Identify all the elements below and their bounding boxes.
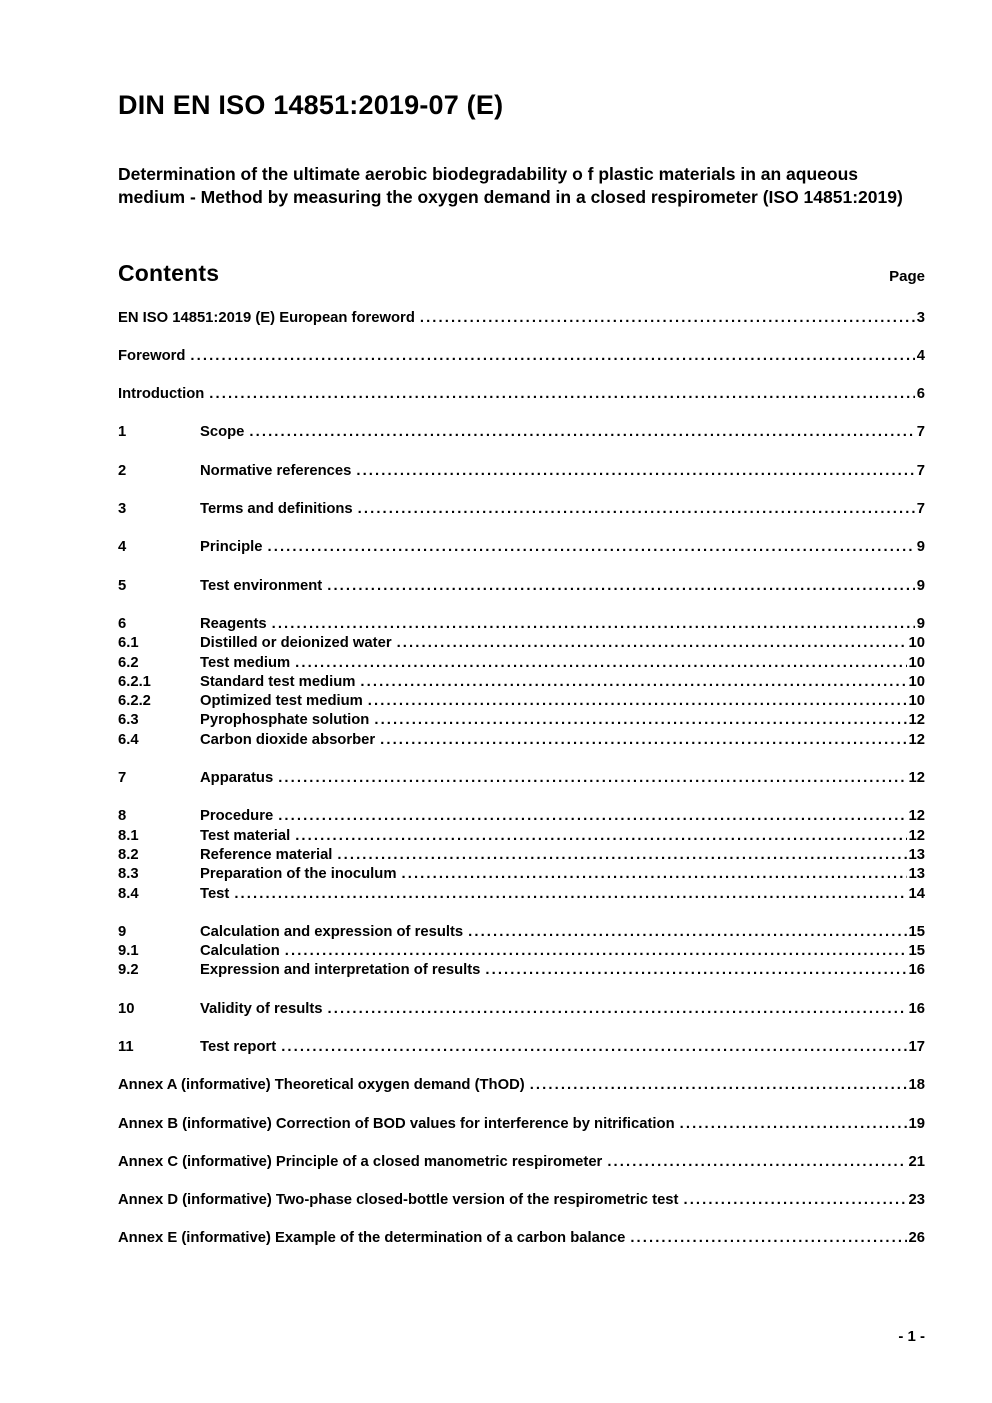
toc-entry-page: 10 [908, 635, 925, 652]
footer-page-number: - 1 - [898, 1328, 925, 1345]
toc-entry [118, 885, 925, 904]
toc-entry-label: Apparatus [200, 770, 274, 787]
dot-leader [281, 1038, 906, 1057]
toc-entry [118, 731, 925, 750]
toc-entry-page: 15 [908, 923, 925, 940]
toc-entry-label: Validity of results [200, 1000, 323, 1017]
dot-leader [356, 462, 914, 481]
toc-entry-label: Annex D (informative) Two-phase closed-bottle version of the respirometric test [118, 1192, 679, 1209]
toc-entry-label: Annex E (informative) Example of the determination of a carbon balance [118, 1230, 626, 1247]
toc-entry [118, 1000, 925, 1019]
toc-entry [118, 846, 925, 865]
toc-entry-label: Calculation [200, 943, 280, 960]
toc-entry-page: 12 [908, 770, 925, 787]
toc-entry-label: Test report [200, 1039, 277, 1055]
toc-entry-page: 16 [908, 1000, 925, 1017]
toc-entry-label: Test medium [200, 654, 291, 671]
toc-entry [118, 1115, 925, 1134]
dot-leader [374, 711, 906, 730]
dot-leader [380, 731, 906, 750]
toc-entry-label: Reference material [200, 846, 333, 863]
toc-entry-page: 12 [908, 712, 925, 729]
toc-entry [118, 634, 925, 653]
toc-entry [118, 1229, 925, 1248]
toc-entry-page: 4 [916, 347, 925, 364]
toc-entry-page: 3 [916, 309, 925, 326]
toc-entry-page: 10 [908, 693, 925, 710]
toc-entry-label: Preparation of the inoculum [200, 866, 397, 883]
toc-entry [118, 961, 925, 980]
dot-leader [327, 577, 915, 596]
toc-entry-page: 19 [908, 1115, 925, 1132]
toc-entry [118, 462, 925, 481]
toc-entry [118, 769, 925, 788]
toc-entry-number: 3 [118, 501, 127, 518]
toc-entry-label: Normative references [200, 462, 352, 479]
toc-entry-label: Reagents [200, 615, 267, 632]
toc-entry-label: Calculation and expression of results [200, 923, 464, 940]
dot-leader [268, 538, 915, 557]
toc-entry [118, 615, 925, 634]
contents-header [118, 260, 925, 287]
toc-entry-number: 8 [118, 808, 127, 825]
toc-entry-page: 10 [908, 654, 925, 671]
document-title: DIN EN ISO 14851:2019-07 (E) [118, 90, 504, 120]
toc-entry [118, 673, 925, 692]
toc-entry [118, 923, 925, 942]
dot-leader [285, 942, 907, 961]
toc-entry-page: 23 [908, 1192, 925, 1209]
toc-entry-page: 14 [908, 885, 925, 902]
toc-entry-number: 8.2 [118, 846, 139, 863]
toc-entry-number: 7 [118, 770, 127, 787]
toc-entry [118, 1191, 925, 1210]
dot-leader [358, 500, 915, 519]
toc-entry-number: 6.2.1 [118, 673, 151, 690]
toc-entry [118, 538, 925, 557]
dot-leader [607, 1153, 906, 1172]
toc-entry-page: 9 [916, 577, 925, 594]
dot-leader [468, 923, 906, 942]
toc-entry-label: Pyrophosphate solution [200, 712, 370, 729]
toc-entry-page: 7 [916, 501, 925, 518]
toc-entry-page: 16 [908, 962, 925, 979]
toc-entry-label: Distilled or deionized water [200, 635, 392, 652]
toc-entry-number: 6.2.2 [118, 693, 151, 710]
toc-entry-number: 8.1 [118, 827, 139, 844]
toc-entry-page: 12 [908, 731, 925, 748]
toc-entry [118, 347, 925, 366]
dot-leader [485, 961, 906, 980]
toc-entry-page: 7 [916, 424, 925, 441]
toc-entry-label: Standard test medium [200, 673, 356, 690]
dot-leader [295, 827, 906, 846]
toc-entry-page: 7 [916, 462, 925, 479]
dot-leader [368, 692, 907, 711]
dot-leader [683, 1191, 906, 1210]
toc-entry [118, 309, 925, 328]
toc-entry-number: 9.2 [118, 962, 139, 979]
toc-entry-number: 9 [118, 923, 127, 940]
toc-entry-number: 10 [118, 1000, 135, 1017]
toc-entry-label: Optimized test medium [200, 693, 363, 710]
dot-leader [278, 769, 906, 788]
toc-entry-page: 18 [908, 1077, 925, 1094]
toc-entry [118, 500, 925, 519]
toc-entry-page: 26 [908, 1230, 925, 1247]
dot-leader [420, 309, 915, 328]
dot-leader [209, 385, 914, 404]
toc-entry-page: 12 [908, 827, 925, 844]
contents-heading: Contents [118, 259, 220, 286]
toc-entry [118, 807, 925, 826]
toc-entry-number: 9.1 [118, 943, 139, 960]
toc-entry-number: 6.1 [118, 635, 139, 652]
toc-entry-number: 8.4 [118, 885, 139, 902]
dot-leader [397, 634, 907, 653]
toc-entry-number: 6.4 [118, 731, 139, 748]
toc-entry-label: Annex C (informative) Principle of a closed manometric respirometer [118, 1153, 603, 1170]
dot-leader [295, 654, 906, 673]
toc-entry [118, 577, 925, 596]
toc-entry-number: 11 [118, 1039, 134, 1055]
toc-entry-number: 6 [118, 615, 127, 632]
dot-leader [630, 1229, 906, 1248]
toc-entry-label: Expression and interpretation of results [200, 962, 481, 979]
toc-entry-page: 13 [908, 846, 925, 863]
toc-entry-number: 2 [118, 462, 127, 479]
toc-entry [118, 692, 925, 711]
table-of-contents [118, 309, 925, 1249]
dot-leader [249, 423, 914, 442]
document-subtitle: Determination of the ultimate aerobic biodegradability o f plastic materials in an aqueous medium - Method by measuring the oxygen demand in a closed respirometer (ISO 14851:2019) [118, 164, 903, 208]
dot-leader [278, 807, 906, 826]
toc-entry [118, 1076, 925, 1095]
toc-entry [118, 654, 925, 673]
toc-entry-label: Test [200, 885, 230, 902]
toc-entry-page: 15 [908, 943, 925, 960]
toc-entry-label: Principle [200, 539, 263, 556]
toc-entry [118, 865, 925, 884]
toc-entry-number: 6.3 [118, 712, 139, 729]
toc-entry [118, 385, 925, 404]
toc-entry-label: Terms and definitions [200, 501, 353, 518]
toc-entry-label: Annex A (informative) Theoretical oxygen demand (ThOD) [118, 1077, 525, 1094]
toc-entry-page: 9 [916, 539, 925, 556]
toc-entry-page: 9 [916, 615, 925, 632]
toc-entry-number: 1 [118, 424, 127, 441]
dot-leader [360, 673, 906, 692]
toc-entry-label: Scope [200, 424, 245, 441]
toc-entry-label: Annex B (informative) Correction of BOD values for interference by nitrification [118, 1115, 675, 1132]
toc-entry-number: 4 [118, 539, 127, 556]
dot-leader [530, 1076, 907, 1095]
toc-entry-label: Introduction [118, 386, 205, 403]
dot-leader [337, 846, 906, 865]
toc-entry-page: 21 [908, 1153, 925, 1170]
dot-leader [680, 1115, 907, 1134]
dot-leader [190, 347, 914, 366]
dot-leader [328, 1000, 907, 1019]
toc-entry-page: 17 [908, 1039, 925, 1055]
toc-entry [118, 1153, 925, 1172]
toc-entry-number: 5 [118, 577, 127, 594]
toc-entry-page: 10 [908, 673, 925, 690]
toc-entry-label: Test material [200, 827, 291, 844]
toc-entry-page: 12 [908, 808, 925, 825]
toc-entry-page: 13 [908, 866, 925, 883]
toc-entry-label: Foreword [118, 347, 186, 364]
toc-entry-page: 6 [916, 386, 925, 403]
toc-entry [118, 942, 925, 961]
page-column-label: Page [889, 267, 925, 285]
toc-entry [118, 1038, 925, 1057]
dot-leader [234, 885, 906, 904]
toc-entry-number: 8.3 [118, 866, 139, 883]
toc-entry-label: Procedure [200, 808, 274, 825]
toc-entry [118, 827, 925, 846]
toc-entry [118, 711, 925, 730]
toc-entry-label: EN ISO 14851:2019 (E) European foreword [118, 309, 415, 326]
toc-entry-number: 6.2 [118, 654, 139, 671]
toc-entry-label: Test environment [200, 577, 323, 594]
dot-leader [272, 615, 915, 634]
dot-leader [402, 865, 907, 884]
toc-entry [118, 423, 925, 442]
toc-entry-label: Carbon dioxide absorber [200, 731, 376, 748]
